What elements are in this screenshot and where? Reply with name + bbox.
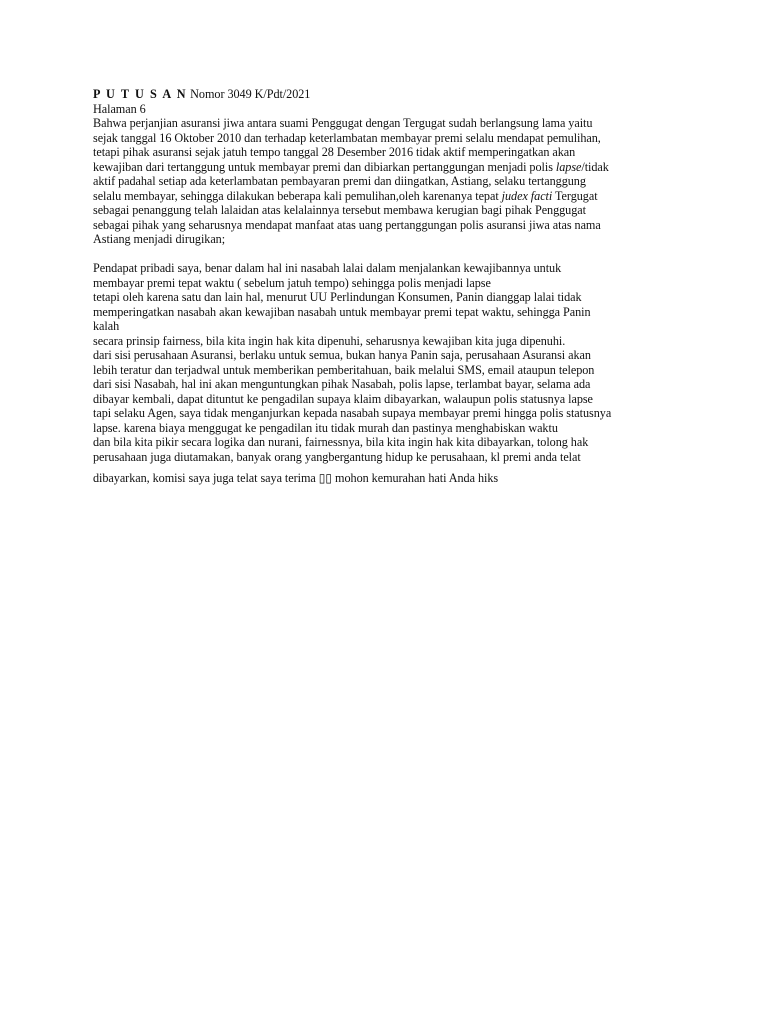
italic-term-lapse: lapse <box>555 159 582 174</box>
text-segment: Tergugat <box>552 188 598 203</box>
paragraph-2-line: kalah <box>93 319 120 333</box>
document-title-number: Nomor 3049 K/Pdt/2021 <box>187 87 311 101</box>
paragraph-2-line: membayar premi tepat waktu ( sebelum jatuh tempo) sehingga polis menjadi lapse <box>93 275 491 290</box>
paragraph-spacer <box>93 464 693 471</box>
document-title <box>93 87 693 102</box>
document-title-putusan: P U T U S A N <box>93 87 188 101</box>
paragraph-1-line: sebagai penanggung telah lalaidan atas kelalainnya tersebut membawa kerugian bagi pihak Penggugat <box>93 203 586 217</box>
document-page <box>93 87 693 486</box>
paragraph-1-line: tetapi pihak asuransi sejak jatuh tempo tanggal 28 Desember 2016 tidak aktif memperingatkan akan <box>93 145 576 159</box>
paragraph-1-line: sejak tanggal 16 Oktober 2010 dan terhadap keterlambatan membayar premi selalu mendapat pemulihan, <box>93 130 601 145</box>
paragraph-2-line: secara prinsip fairness, bila kita ingin hak kita dipenuhi, seharusnya kewajiban kita juga dipenuhi. <box>93 333 566 348</box>
paragraph-2-line: lapse. karena biaya menggugat ke pengadilan itu tidak murah dan pastinya menghabiskan waktu <box>93 420 558 435</box>
paragraph-2-line: dan bila kita pikir secara logika dan nurani, fairnessnya, bila kita ingin hak kita dibayarkan, tolong hak <box>93 435 589 449</box>
paragraph-1-line: Bahwa perjanjian asuransi jiwa antara suami Penggugat dengan Tergugat sudah berlangsung lama yaitu <box>93 116 593 130</box>
paragraph-2 <box>93 261 693 464</box>
text-segment: /tidak <box>581 159 609 174</box>
paragraph-2-line: tetapi oleh karena satu dan lain hal, menurut UU Perlindungan Konsumen, Panin dianggap lalai tidak <box>93 290 582 304</box>
italic-term-judex-facti: judex facti <box>501 188 553 203</box>
page-label: Halaman 6 <box>93 101 146 116</box>
paragraph-1-line <box>93 189 693 204</box>
paragraph-2-line: lebih teratur dan terjadwal untuk memberikan pemberitahuan, baik melalui SMS, email ataupun telepon <box>93 362 595 377</box>
paragraph-1-line: Astiang menjadi dirugikan; <box>93 232 226 246</box>
text-segment: kewajiban dari tertanggung untuk membayar premi dan dibiarkan pertanggungan menjadi polis <box>93 159 556 174</box>
paragraph-2-line: dari sisi Nasabah, hal ini akan menguntungkan pihak Nasabah, polis lapse, terlambat bayar, selama ada <box>93 377 591 391</box>
text-segment: selalu membayar, sehingga dilakukan beberapa kali pemulihan,oleh karenanya tepat <box>93 188 502 203</box>
paragraph-1-line <box>93 160 693 175</box>
paragraph-1-line: aktif padahal setiap ada keterlambatan pembayaran premi dan diingatkan, Astiang, selaku tertanggung <box>93 174 586 188</box>
paragraph-spacer <box>93 247 693 262</box>
paragraph-2-line: dibayar kembali, dapat dituntut ke pengadilan supaya klaim dibayarkan, walaupun polis statusnya lapse <box>93 391 593 406</box>
paragraph-2-line: perusahaan juga diutamakan, banyak orang yangbergantung hidup ke perusahaan, kl premi anda telat <box>93 449 581 464</box>
paragraph-1-line: sebagai pihak yang seharusnya mendapat manfaat atas uang pertanggungan polis asuransi jiwa atas nama <box>93 217 601 232</box>
paragraph-2-line: memperingatkan nasabah akan kewajiban nasabah untuk membayar premi tepat waktu, sehingga Panin <box>93 304 591 319</box>
paragraph-1 <box>93 116 693 247</box>
paragraph-2-line: dari sisi perusahaan Asuransi, berlaku untuk semua, bukan hanya Panin saja, perusahaan Asuransi akan <box>93 348 591 362</box>
paragraph-2-line: tapi selaku Agen, saya tidak menganjurkan kepada nasabah supaya membayar premi hingga polis statusnya <box>93 406 612 420</box>
paragraph-2-line: Pendapat pribadi saya, benar dalam hal ini nasabah lalai dalam menjalankan kewajibannya untuk <box>93 261 562 275</box>
paragraph-3: dibayarkan, komisi saya juga telat saya terima ▯▯ mohon kemurahan hati Anda hiks <box>93 471 499 485</box>
